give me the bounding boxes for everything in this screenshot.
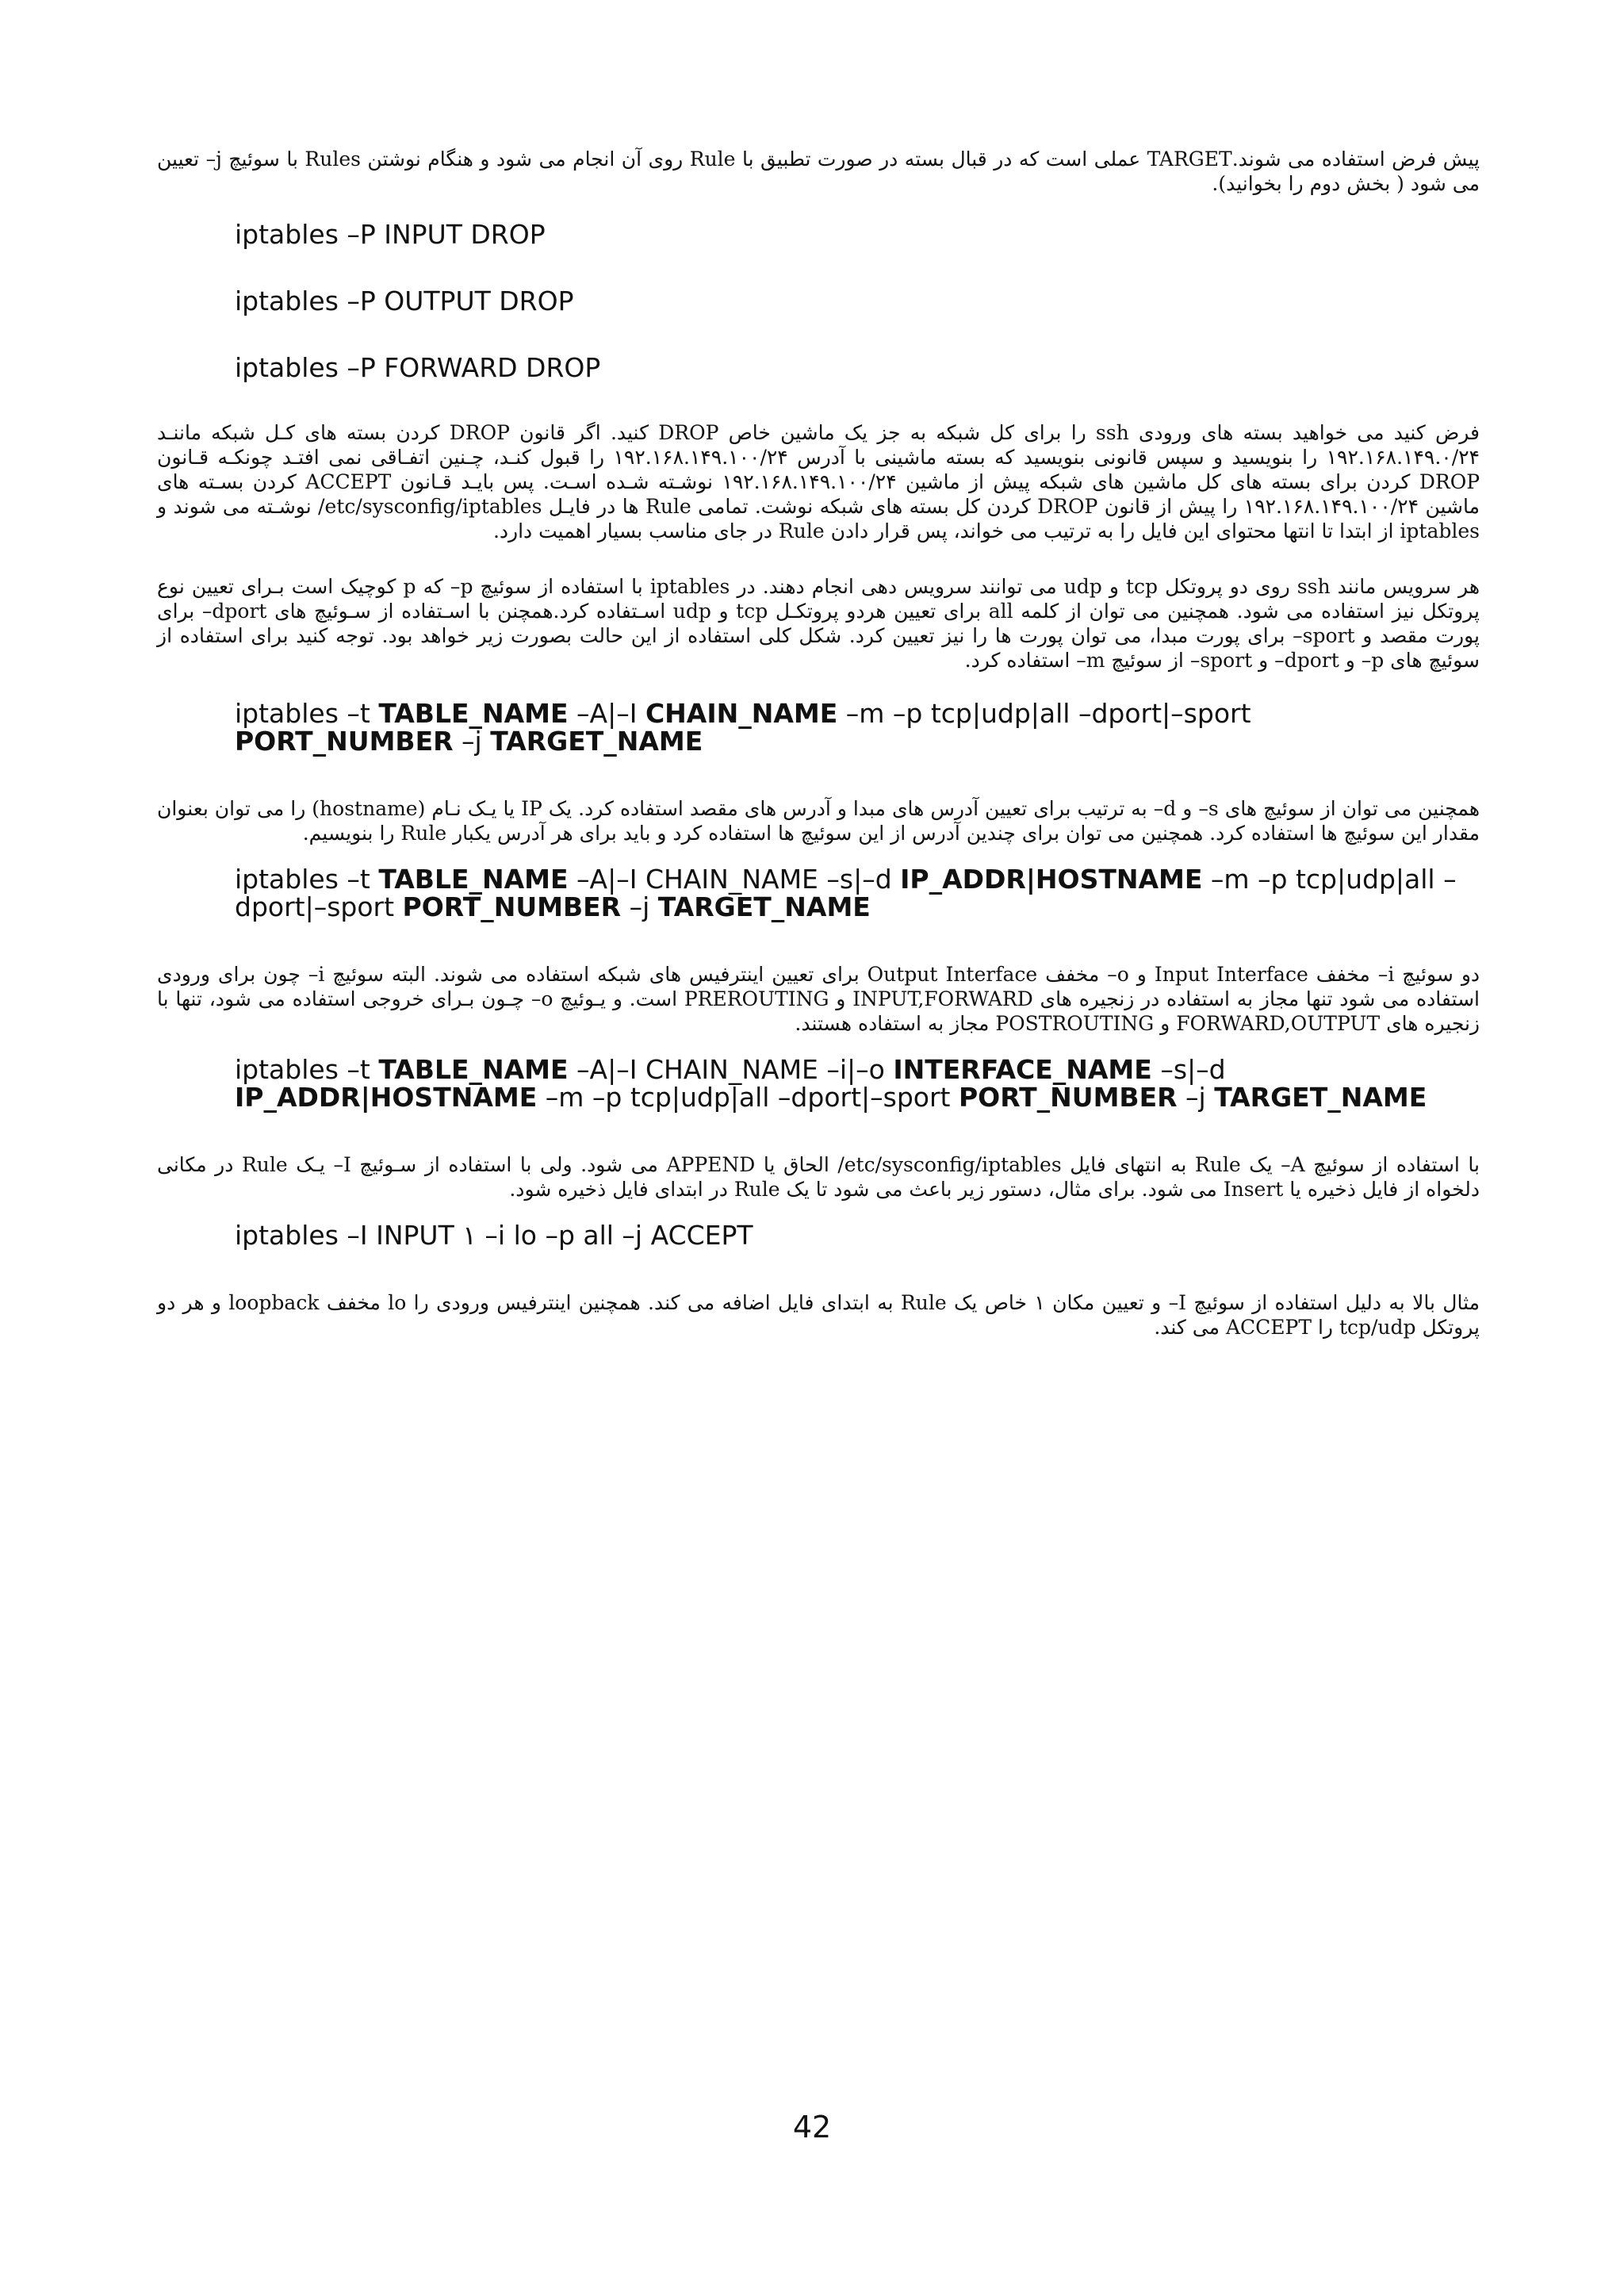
paragraph-target-intro: پیش فرض استفاده می شوند.TARGET عملی است که در قبال بسته در صورت تطبیق با Rule روی آن انجام می شود و هنگام نوشتن Rules با سوئیچ j– تعیین می شود ( بخش دوم را بخوانید). (157, 148, 1480, 195)
paragraph-rule-order: فرض کنید می خواهید بسته های ورودی ssh را برای کل شبکه به جز یک ماشین خاص DROP کنید. اگر قانون DROP کردن بسته های کـل شبکه ماننـد ۱۹۲.۱۶۸.۱۴۹.۰/۲۴ را بنویسید و سپس قانونی بنویسید که بسته ماشینی با آدرس ۱۹۲.۱۶۸.۱۴۹.۱۰۰/۲۴ را قبول کنـد، چـنین اتفـاقی نمی افتـد چونکـه قـانون DROP کردن برای بسته های کل ماشین های شبکه پیش از ماشین ۱۹۲.۱۶۸.۱۴۹.۱۰۰/۲۴ نوشـته شـده اسـت. پس بایـد قـانون ACCEPT کردن بسـته های ماشین ۱۹۲.۱۶۸.۱۴۹.۱۰۰/۲۴ را پیش از قانون DROP کردن کل بسته های شبکه نوشت. تمامی Rule ها در فایـل etc/sysconfig/iptables/ نوشـته می شوند و iptables از ابتدا تا انتها محتوای این فایل را به ترتیب می خواند، پس قرار دادن Rule در جای مناسب بسیار اهمیت دارد. (157, 421, 1480, 542)
command-policy-input: iptables –P INPUT DROP (235, 219, 546, 250)
command-address-syntax: iptables –t TABLE_NAME –A|–I CHAIN_NAME –s|–d IP_ADDR|HOSTNAME –m –p tcp|udp|all –dport|–sport PORT_NUMBER –j TARGET_NAME (235, 864, 1457, 922)
paragraph-source-destination: همچنین می توان از سوئیچ های s– و d– به ترتیب برای تعیین آدرس های مبدا و آدرس های مقصد استفاده کرد. یک IP یا یـک نـام (hostname) را می توان بعنوان مقدار این سوئیچ ها استفاده کرد. همچنین می توان برای چندین آدرس از این سوئیچ ها استفاده کرد و باید برای هر آدرس یکبار Rule را بنویسیم. (157, 797, 1480, 845)
paragraph-append-insert: با استفاده از سوئیچ A– یک Rule به انتهای فایل etc/sysconfig/iptables/ الحاق یا APPEND می شود. ولی با استفاده از سـوئیچ I– یـک Rule در مکانی دلخواه از فایل ذخیره یا Insert می شود. برای مثال، دستور زیر باعث می شود تا یک Rule در ابتدای فایل ذخیره شود. (157, 1153, 1480, 1201)
command-interface-syntax: iptables –t TABLE_NAME –A|–I CHAIN_NAME –i|–o INTERFACE_NAME –s|–d IP_ADDR|HOSTNAME –m –p tcp|udp|all –dport|–sport PORT_NUMBER –j TARGET_NAME (235, 1054, 1427, 1113)
command-policy-output: iptables –P OUTPUT DROP (235, 286, 574, 316)
paragraph-protocol-ports: هر سرویس مانند ssh روی دو پروتکل tcp و udp می توانند سرویس دهی انجام دهند. در iptables با استفاده از سوئیچ p– که p کوچیک است بـرای تعیین نوع پروتکل نیز استفاده می شود. همچنین می توان از کلمه all برای تعیین هردو پروتکـل tcp و udp اسـتفاده کرد.همچنن با اسـتفاده از سـوئیچ های dport– برای پورت مقصد و sport– برای پورت مبدا، می توان پورت ها را نیز تعیین کرد. شکل کلی استفاده از این حالت بصورت زیر خواهد بود. توجه کنید برای استفاده از سوئیچ های p– و dport– و sport– از سوئیچ m– استفاده کرد. (157, 575, 1480, 672)
page-number: 42 (792, 2110, 832, 2145)
paragraph-interfaces: دو سوئیچ i– مخفف Input Interface و o– مخفف Output Interface برای تعیین اینترفیس های شبکه استفاده می شوند. البته سوئیچ i– چون برای ورودی استفاده می شود تنها مجاز به استفاده در زنجیره های INPUT,FORWARD و PREROUTING است. و یـوئیچ o– چـون بـرای خروجی استفاده می شود، تنها با زنجیره های FORWARD,OUTPUT و POSTROUTING مجاز به استفاده هستند. (157, 963, 1480, 1035)
paragraph-example-explanation: مثال بالا به دلیل استفاده از سوئیچ I– و تعیین مکان ۱ خاص یک Rule به ابتدای فایل اضافه می کند. همچنین اینترفیس ورودی را lo مخفف loopback و هر دو پروتکل tcp/udp را ACCEPT می کند. (157, 1291, 1480, 1339)
command-policy-forward: iptables –P FORWARD DROP (235, 352, 601, 383)
command-insert-example: iptables –I INPUT ۱ –i lo –p all –j ACCEPT (235, 1220, 753, 1251)
command-protocol-syntax: iptables –t TABLE_NAME –A|–I CHAIN_NAME –m –p tcp|udp|all –dport|–sport PORT_NUMBER –j TARGET_NAME (235, 698, 1251, 757)
